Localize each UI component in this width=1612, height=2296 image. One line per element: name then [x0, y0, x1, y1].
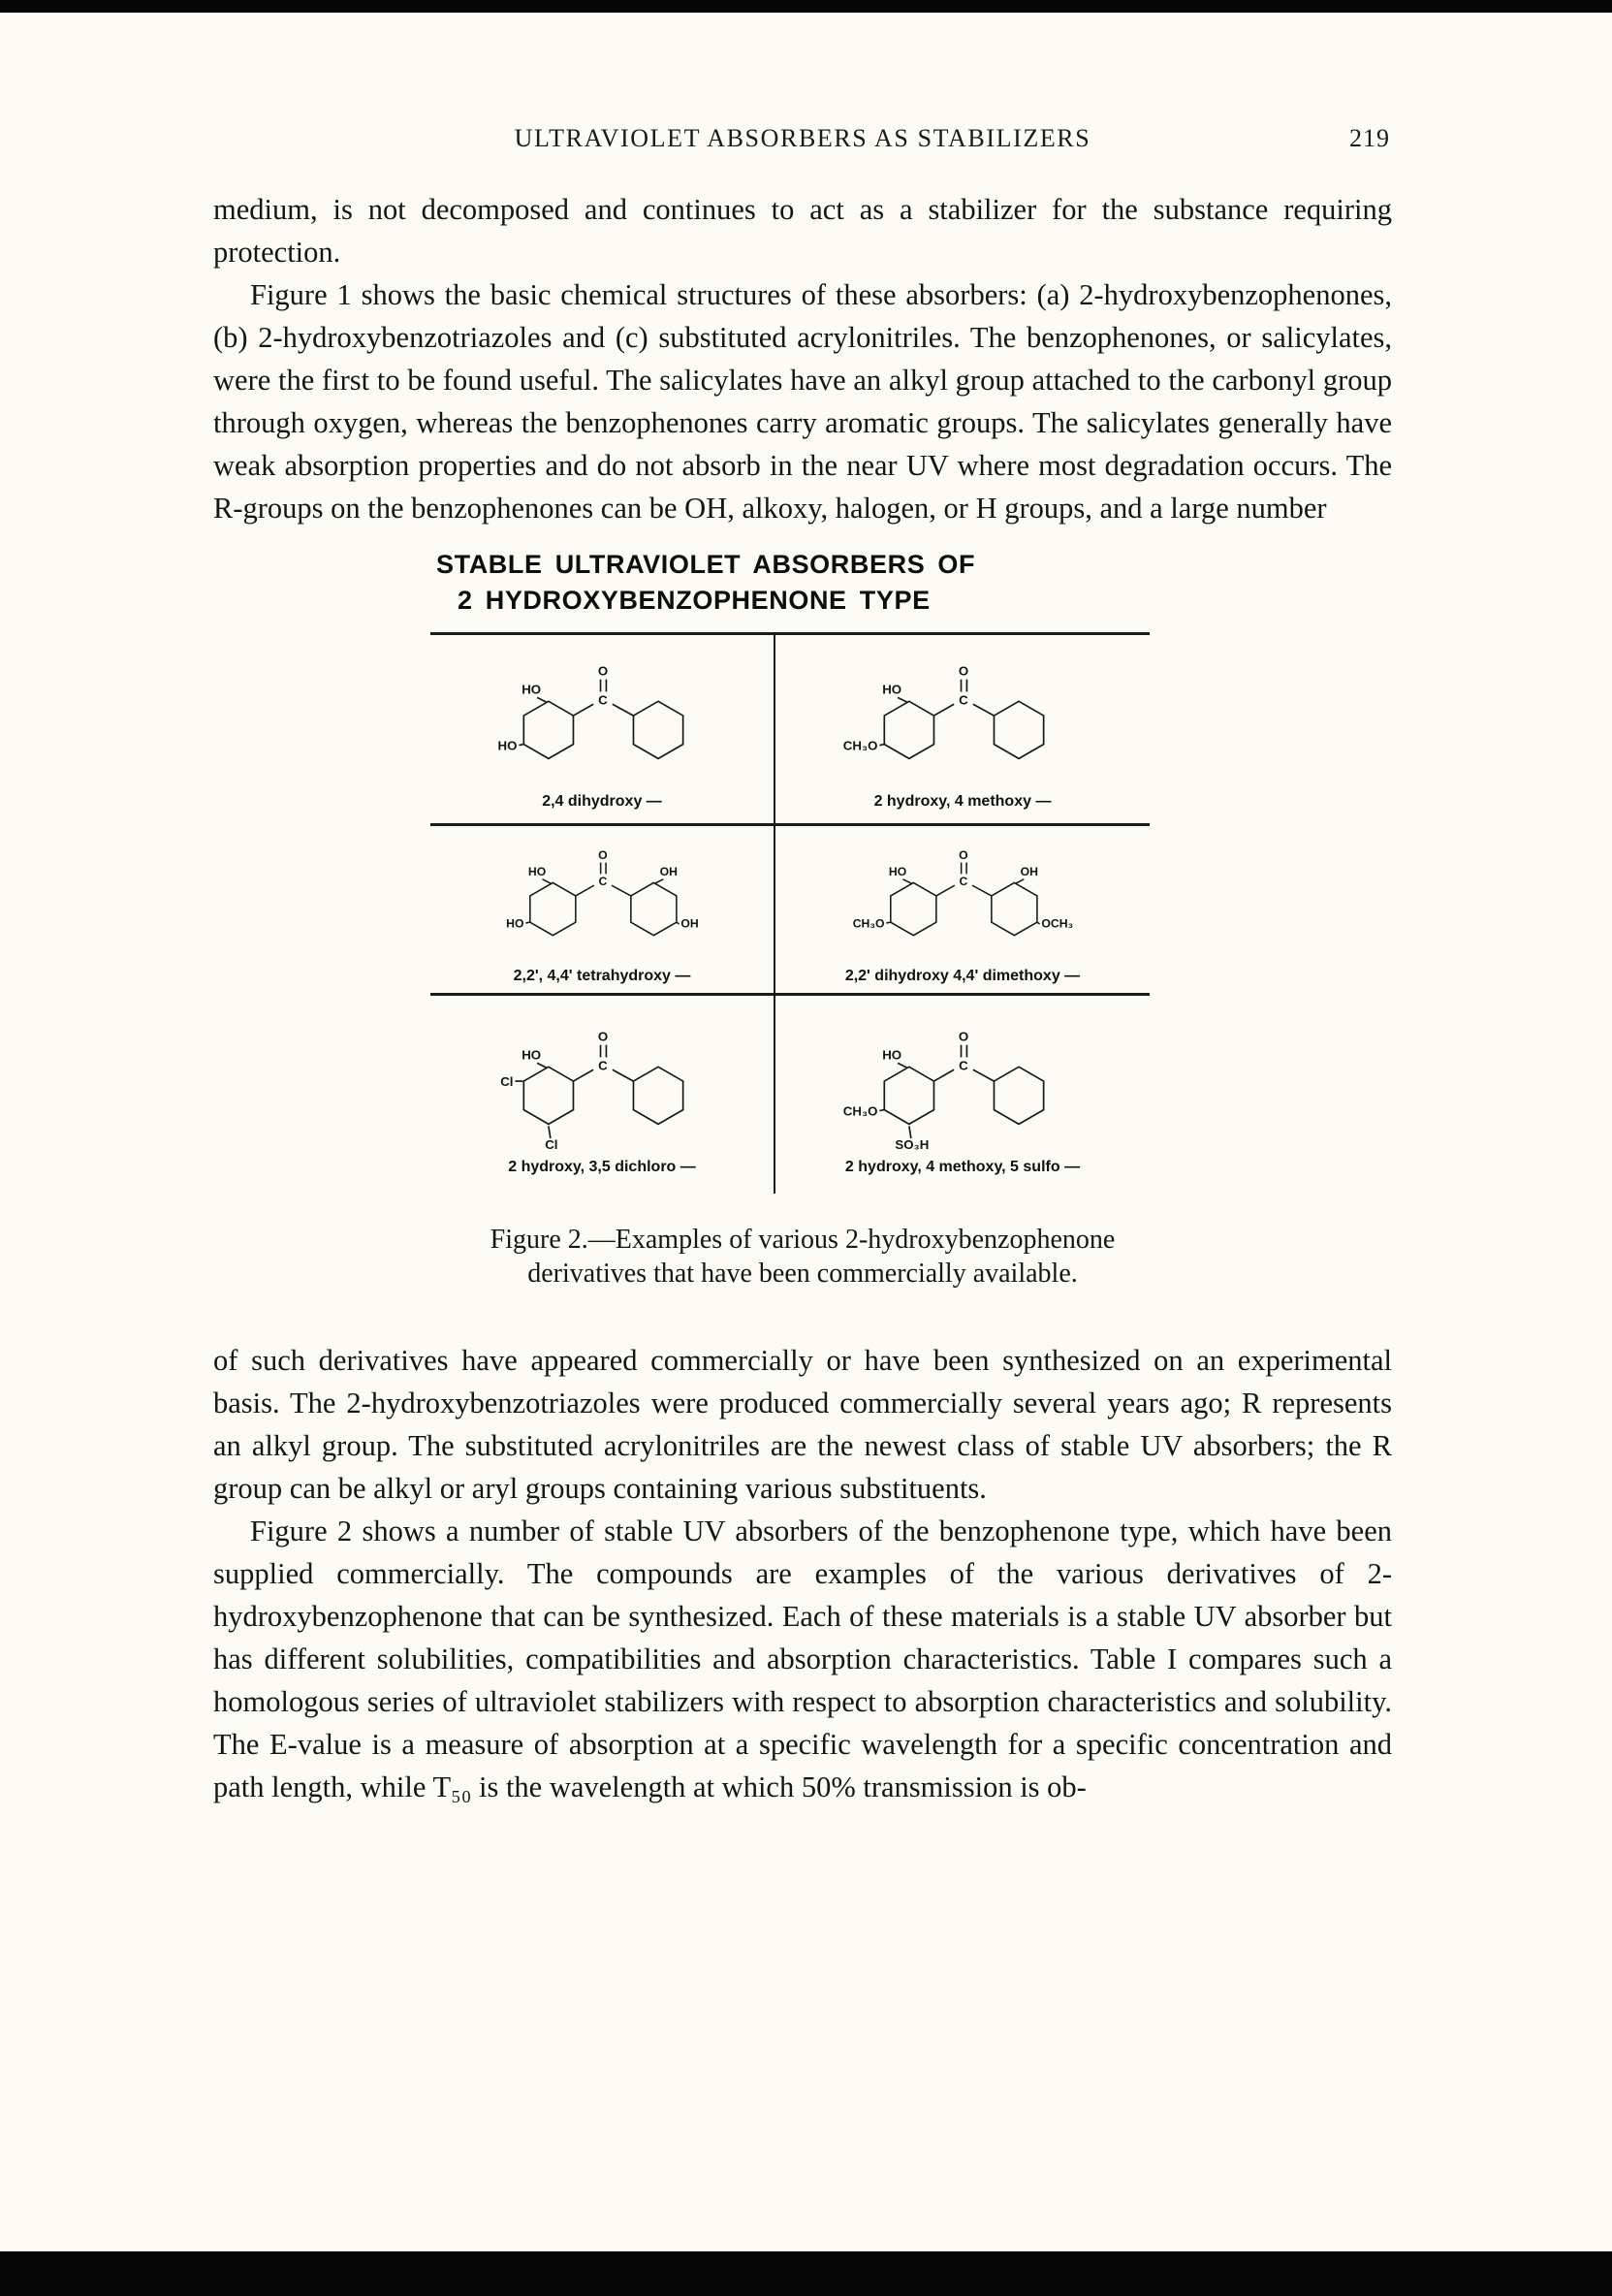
structure-grid — [430, 632, 1150, 1194]
chemical-structure-svg — [491, 834, 712, 967]
page-content — [213, 124, 1392, 1808]
substituent-bond — [898, 1063, 907, 1068]
structure-cell — [430, 996, 775, 1194]
bond — [973, 1069, 995, 1081]
chemical-structure-svg — [852, 834, 1073, 967]
structure-label: 2 hydroxy, 4 methoxy — — [873, 792, 1052, 810]
figure-caption-line1: Figure 2.—Examples of various 2-hydroxybenzophenone — [490, 1225, 1116, 1255]
structure-label: 2,2', 4,4' tetrahydroxy — — [513, 968, 691, 984]
structure-cell — [775, 635, 1150, 826]
substituent-label: HO — [882, 681, 902, 696]
substituent-label: HO — [506, 916, 524, 931]
paragraph-2: Figure 1 shows the basic chemical structures of these absorbers: (a) 2-hydroxybenzophenones, (b) 2-hydroxybenzotriazoles and (c) substituted acrylonitriles. The benzophenones, or salicylates, were the first to be found useful. The salicylates have an alkyl group attached to the carbonyl group through oxygen, whereas the benzophenones carry aromatic groups. The salicylates generally have weak absorption properties and do not absorb in the near UV where most degradation occurs. The R-groups on the benzophenones can be OH, alkoxy, halogen, or H groups, and a large number — [213, 278, 1392, 525]
benzene-ring-right — [631, 882, 677, 935]
substituent-bond — [902, 879, 911, 884]
substituent-label: OH — [659, 865, 678, 879]
substituent-label: OH — [1020, 865, 1038, 879]
substituent-bond — [1015, 879, 1024, 884]
bond — [612, 885, 631, 896]
structure-label: 2,4 dihydroxy — — [542, 792, 662, 810]
substituent-label: HO — [882, 1046, 902, 1062]
substituent-bond — [654, 879, 663, 884]
substituent-bond — [542, 879, 551, 884]
atom-label-oxygen: O — [958, 1029, 969, 1044]
atom-label-carbon: C — [598, 691, 608, 707]
substituent-label: Cl — [545, 1136, 558, 1152]
chemical-structure-svg — [842, 1014, 1083, 1158]
benzophenone-structure-diagram — [852, 834, 1073, 967]
substituent-bond — [879, 744, 884, 745]
substituent-bond — [886, 922, 891, 923]
substituent-label: HO — [497, 738, 518, 753]
body-text-bottom — [213, 1339, 1392, 1808]
substituent-bond — [879, 1109, 884, 1110]
benzene-ring-left — [523, 701, 573, 758]
structure-label: 2,2' dihydroxy 4,4' dimethoxy — — [844, 968, 1081, 984]
substituent-label: HO — [522, 1046, 542, 1062]
atom-label-carbon: C — [959, 875, 968, 889]
running-header-title: ULTRAVIOLET ABSORBERS AS STABILIZERS — [514, 124, 1091, 152]
atom-label-oxygen: O — [597, 663, 609, 679]
benzophenone-structure-diagram — [482, 649, 722, 792]
structure-cell — [430, 826, 775, 996]
structure-cell — [430, 635, 775, 826]
atom-label-carbon: C — [959, 691, 968, 707]
atom-label-carbon: C — [598, 875, 608, 889]
figure-title — [430, 547, 1150, 619]
benzene-ring-left — [891, 882, 936, 935]
bond — [573, 704, 593, 716]
scan-edge-artifact-bottom — [0, 2251, 1612, 2296]
benzene-ring-left — [523, 1067, 573, 1124]
bond — [933, 1069, 954, 1081]
benzene-ring-left — [530, 882, 576, 935]
substituent-bond — [537, 697, 547, 702]
body-text-top — [213, 188, 1392, 529]
substituent-bond — [677, 922, 680, 924]
atom-label-oxygen: O — [597, 1029, 609, 1044]
benzophenone-structure-diagram — [842, 1014, 1083, 1158]
benzene-ring-right — [633, 1067, 682, 1124]
substituent-label: OH — [680, 916, 699, 931]
bond — [972, 885, 992, 896]
figure-title-line1: STABLE ULTRAVIOLET ABSORBERS OF — [436, 550, 976, 579]
bond — [933, 704, 954, 716]
figure-caption — [213, 1223, 1392, 1291]
benzophenone-structure-diagram — [491, 834, 712, 967]
page-number: 219 — [1349, 124, 1390, 152]
structure-cell — [775, 996, 1150, 1194]
substituent-bond — [898, 697, 907, 702]
paragraph-3: of such derivatives have appeared commercially or have been synthesized on an experimental basis. The 2-hydroxybenzotriazoles were produced commercially several years ago; R represents an alkyl group. The substituted acrylonitriles are the newest class of stable UV absorbers; the R group can be alkyl or aryl groups containing various substituents. — [213, 1344, 1392, 1505]
chemical-structure-svg — [482, 649, 722, 792]
running-header — [213, 124, 1392, 167]
benzophenone-structure-diagram — [482, 1014, 722, 1158]
figure-caption-line2: derivatives that have been commercially available. — [527, 1259, 1078, 1289]
substituent-label: CH₃O — [842, 1103, 878, 1119]
benzene-ring-right — [994, 701, 1043, 758]
benzene-ring-right — [992, 882, 1037, 935]
substituent-bond — [1037, 922, 1040, 924]
structure-label: 2 hydroxy, 3,5 dichloro — — [508, 1158, 696, 1175]
atom-label-oxygen: O — [958, 663, 969, 679]
substituent-label: CH₃O — [842, 738, 878, 753]
bond — [613, 1069, 634, 1081]
paragraph-4: Figure 2 shows a number of stable UV absorbers of the benzophenone type, which have been supplied commercially. The compounds are examples of the various derivatives of 2-hydroxybenzophenone that can be synthesized. Each of these materials is a stable UV absorber but has different solubilities, compatibilities and absorption characteristics. Table I compares such a homologous series of ultraviolet stabilizers with respect to absorption characteristics and solubility. The E-value is a measure of absorption at a specific wavelength for a specific concentration and path length, while T₅₀ is the wavelength at which 50% transmission is ob- — [213, 1515, 1392, 1803]
bond — [613, 704, 634, 716]
substituent-label: SO₃H — [895, 1136, 930, 1152]
substituent-label: HO — [522, 681, 542, 696]
substituent-label: HO — [888, 865, 907, 879]
benzophenone-structure-diagram — [842, 649, 1083, 792]
paragraph-1: medium, is not decomposed and continues to act as a stabilizer for the substance requiring protection. — [213, 193, 1392, 269]
substituent-bond — [537, 1063, 547, 1068]
substituent-bond — [519, 744, 523, 745]
benzene-ring-left — [884, 701, 933, 758]
benzene-ring-left — [884, 1067, 933, 1124]
bond — [973, 704, 995, 716]
benzene-ring-right — [633, 701, 682, 758]
scan-edge-artifact-top — [0, 0, 1612, 13]
substituent-label: Cl — [500, 1073, 514, 1089]
bond — [936, 885, 955, 896]
chemical-structure-svg — [482, 1014, 722, 1158]
benzene-ring-right — [994, 1067, 1043, 1124]
chemical-structure-svg — [842, 649, 1083, 792]
substituent-label: HO — [527, 865, 547, 879]
substituent-label: OCH₃ — [1041, 916, 1074, 931]
structure-label: 2 hydroxy, 4 methoxy, 5 sulfo — — [844, 1158, 1081, 1175]
bond — [576, 885, 594, 896]
substituent-label: CH₃O — [852, 916, 885, 931]
figure-title-line2: 2 HYDROXYBENZOPHENONE TYPE — [458, 586, 931, 615]
figure-2 — [430, 547, 1150, 1194]
atom-label-carbon: C — [959, 1057, 968, 1072]
substituent-bond — [525, 922, 530, 923]
bond — [573, 1069, 593, 1081]
structure-cell — [775, 826, 1150, 996]
atom-label-oxygen: O — [959, 847, 968, 862]
atom-label-carbon: C — [598, 1057, 608, 1072]
atom-label-oxygen: O — [598, 847, 608, 862]
